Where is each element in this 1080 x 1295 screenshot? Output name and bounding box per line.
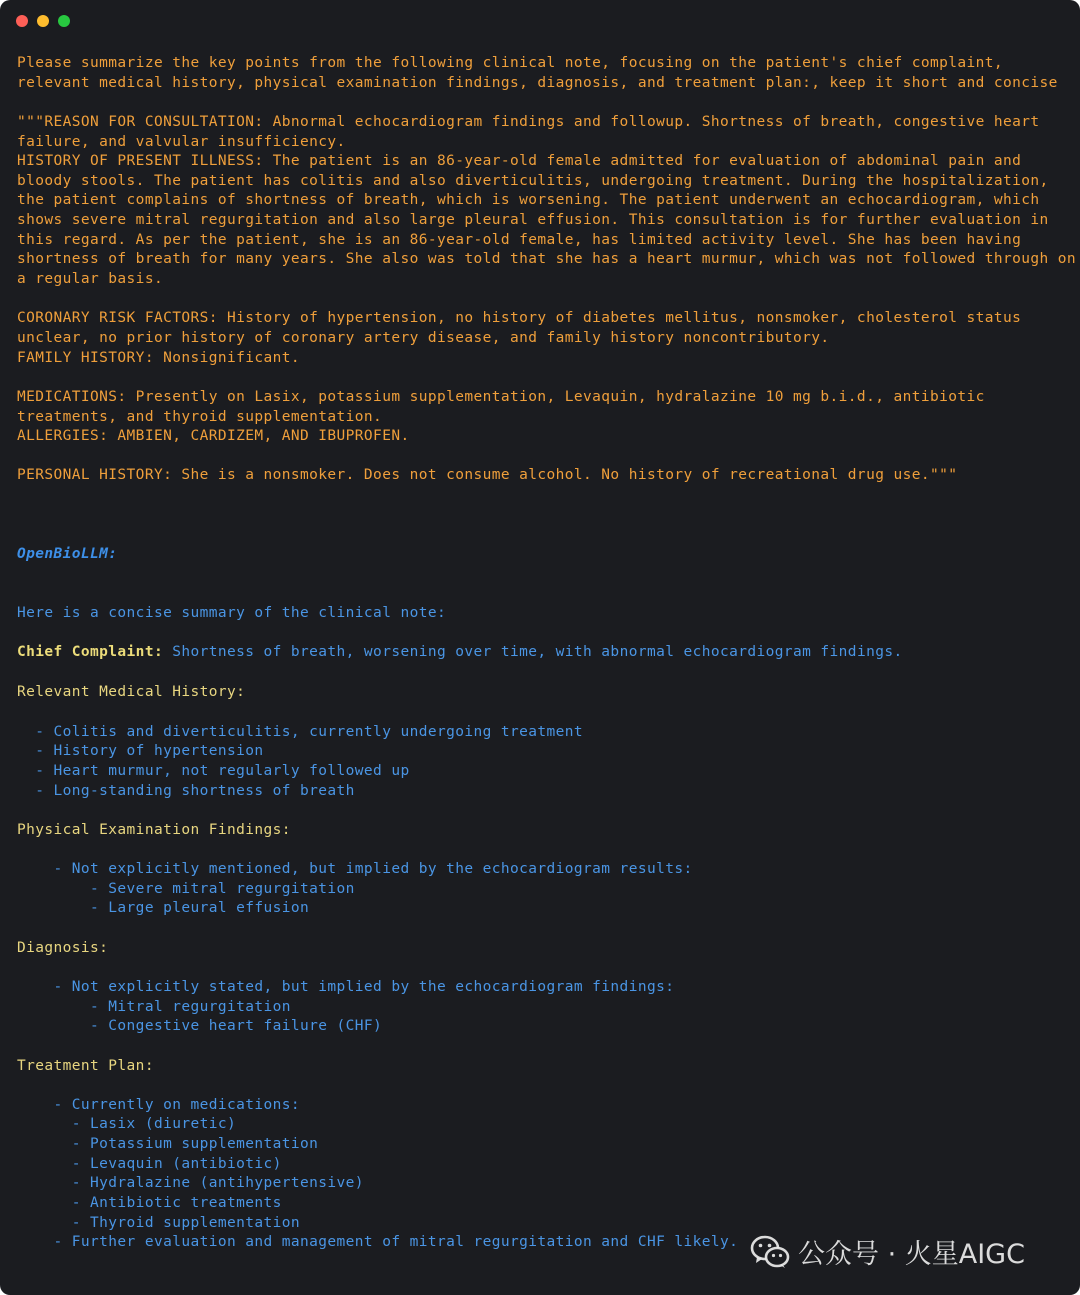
prompt-line: FAMILY HISTORY: Nonsignificant. <box>17 349 301 366</box>
prompt-line: this regard. As per the patient, she is an 86-year-old female, has limited activity level. She has been having <box>17 231 1022 248</box>
prompt-line: the patient complains of shortness of breath, which is worsening. The patient underwent an echocardiogram, which <box>17 192 1040 209</box>
treatment-item: - Levaquin (antibiotic) <box>17 1155 282 1172</box>
model-response <box>17 604 1067 1253</box>
treatment-item: - Antibiotic treatments <box>17 1195 282 1212</box>
exam-heading: Physical Examination Findings: <box>17 821 291 838</box>
treatment-item: - Potassium supplementation <box>17 1136 319 1153</box>
history-item: - Heart murmur, not regularly followed up <box>17 762 410 779</box>
window-controls <box>16 15 70 27</box>
prompt-line: failure, and valvular insufficiency. <box>17 133 346 150</box>
exam-item: - Large pleural effusion <box>17 900 310 917</box>
prompt-line: shortness of breath for many years. She also was told that she has a heart murmur, which was not followed through on <box>17 251 1077 268</box>
diagnosis-item: - Congestive heart failure (CHF) <box>17 1018 383 1035</box>
prompt-line: ALLERGIES: AMBIEN, CARDIZEM, AND IBUPROFEN. <box>17 428 410 445</box>
chief-complaint <box>17 643 1067 663</box>
blank-line <box>17 447 1067 467</box>
diagnosis-item: - Not explicitly stated, but implied by the echocardiogram findings: <box>17 978 675 995</box>
prompt-line: shows severe mitral regurgitation and also large pleural effusion. This consultation is for further evaluation in <box>17 212 1049 229</box>
user-prompt <box>17 54 1077 486</box>
exam-item: - Severe mitral regurgitation <box>17 880 355 897</box>
history-list <box>17 723 1067 802</box>
prompt-line: Please summarize the key points from the following clinical note, focusing on the patient's chief complaint, <box>17 55 1004 71</box>
exam-item: - Not explicitly mentioned, but implied by the echocardiogram results: <box>17 861 693 878</box>
diagnosis-list <box>17 978 1067 1037</box>
blank-line <box>17 93 1067 113</box>
watermark <box>750 1232 1025 1271</box>
close-button[interactable] <box>16 15 28 27</box>
prompt-line: CORONARY RISK FACTORS: History of hypertension, no history of diabetes mellitus, nonsmoker, cholesterol status <box>17 310 1022 327</box>
prompt-line: MEDICATIONS: Presently on Lasix, potassium supplementation, Levaquin, hydralazine 10 mg b.i.d., antibiotic <box>17 388 985 405</box>
wechat-icon <box>750 1234 790 1270</box>
prompt-line: bloody stools. The patient has colitis and also diverticulitis, undergoing treatment. During the hospitalization, <box>17 172 1049 189</box>
prompt-line: """REASON FOR CONSULTATION: Abnormal echocardiogram findings and followup. Shortness of breath, congestive heart <box>17 113 1040 130</box>
prompt-line: treatments, and thyroid supplementation. <box>17 408 383 425</box>
prompt-line: HISTORY OF PRESENT ILLNESS: The patient is an 86-year-old female admitted for evaluation of abdominal pain and <box>17 153 1022 170</box>
history-item: - Colitis and diverticulitis, currently undergoing treatment <box>17 723 584 740</box>
exam-list <box>17 860 1067 919</box>
model-label: OpenBioLLM: <box>17 546 118 563</box>
prompt-line: PERSONAL HISTORY: She is a nonsmoker. Does not consume alcohol. No history of recreational drug use.""" <box>17 467 958 484</box>
history-heading: Relevant Medical History: <box>17 684 246 701</box>
prompt-line: unclear, no prior history of coronary artery disease, and family history noncontributory. <box>17 329 830 346</box>
chief-complaint-text: Shortness of breath, worsening over time, with abnormal echocardiogram findings. <box>163 644 903 661</box>
treatment-item: - Hydralazine (antihypertensive) <box>17 1175 364 1192</box>
prompt-line: relevant medical history, physical examination findings, diagnosis, and treatment plan:, keep it short and concise <box>17 74 1058 91</box>
maximize-button[interactable] <box>58 15 70 27</box>
history-item: - History of hypertension <box>17 743 264 760</box>
minimize-button[interactable] <box>37 15 49 27</box>
treatment-item: - Thyroid supplementation <box>17 1214 301 1231</box>
diagnosis-item: - Mitral regurgitation <box>17 998 291 1015</box>
chat-content <box>17 54 1077 1253</box>
chief-complaint-label: Chief Complaint: <box>17 644 164 661</box>
treatment-item: - Further evaluation and management of mitral regurgitation and CHF likely. <box>17 1234 739 1251</box>
prompt-line: a regular basis. <box>17 271 164 288</box>
diagnosis-heading: Diagnosis: <box>17 939 109 956</box>
blank-line <box>17 368 1067 388</box>
history-item: - Long-standing shortness of breath <box>17 782 355 799</box>
treatment-list <box>17 1096 1067 1253</box>
treatment-heading: Treatment Plan: <box>17 1057 154 1074</box>
treatment-item: - Currently on medications: <box>17 1096 301 1113</box>
blank-line <box>17 290 1067 310</box>
treatment-item: - Lasix (diuretic) <box>17 1116 237 1133</box>
watermark-text: 公众号 · 火星AIGC <box>798 1239 1025 1270</box>
response-intro: Here is a concise summary of the clinical note: <box>17 604 447 621</box>
